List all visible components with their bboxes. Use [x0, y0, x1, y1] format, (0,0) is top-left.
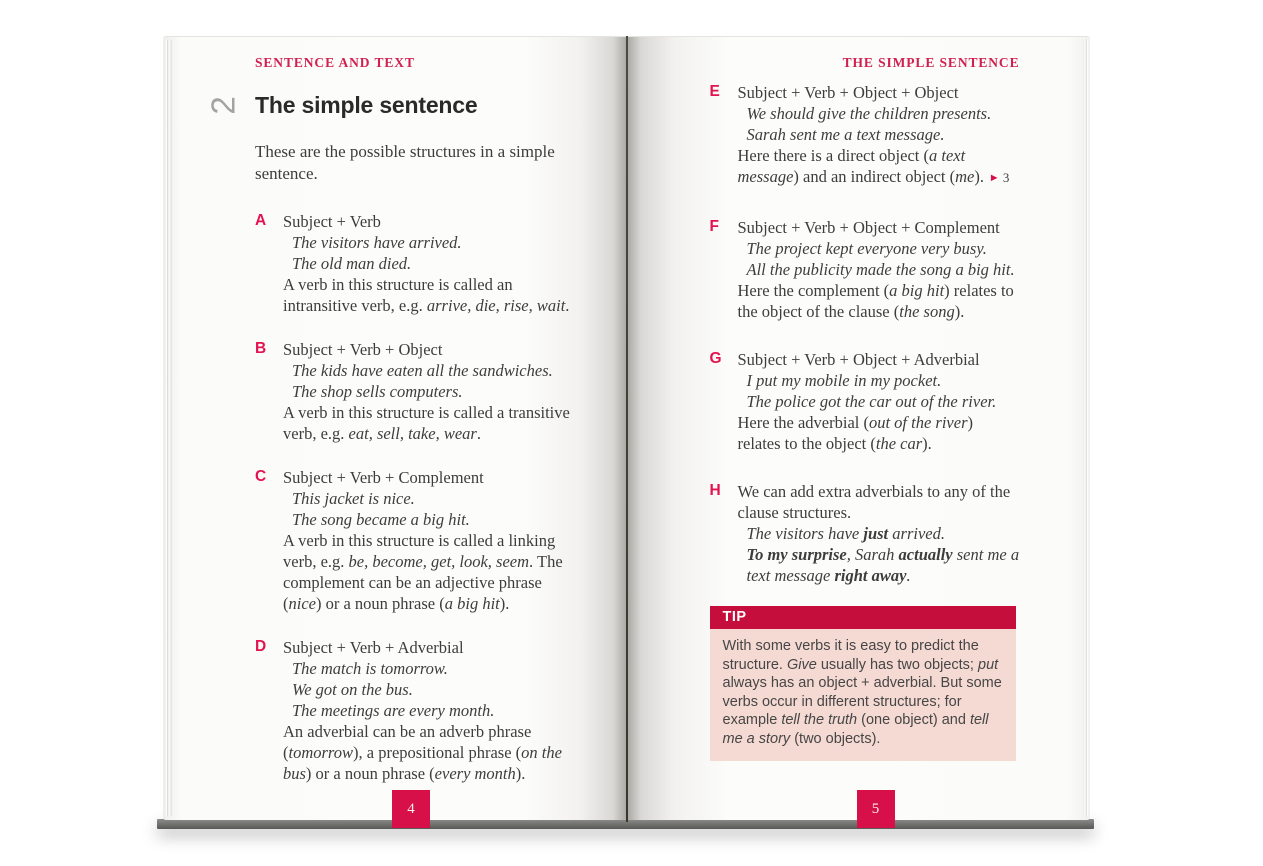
explanation-line: Here the complement (a big hit) relates to the object of the clause (the song). — [737, 281, 1014, 321]
text-segment: actually — [898, 545, 953, 564]
section-body — [283, 637, 573, 784]
example-line — [292, 679, 573, 700]
example-line — [747, 370, 1020, 391]
sections-left — [255, 211, 573, 784]
intro-paragraph: These are the possible structures in a simple sentence. — [255, 142, 555, 184]
example-line — [292, 253, 573, 274]
text-segment: tell me a story — [722, 712, 989, 747]
text-segment: out of the river — [868, 413, 968, 432]
example-line — [747, 103, 1020, 124]
section-letter: B — [255, 339, 267, 357]
tip-header: TIP — [710, 606, 1016, 629]
section-heading: We can add extra adverbials to any of the clause structures. — [737, 482, 1011, 522]
section-heading: Subject + Verb + Object — [283, 339, 443, 359]
text-segment: Give — [786, 656, 817, 673]
explanation-line: A verb in this structure is called an intransitive verb, e.g. arrive, die, rise, wait. — [283, 274, 570, 315]
text-segment: the song — [899, 302, 955, 321]
text-segment: , Sarah — [846, 545, 899, 564]
tip-body: With some verbs it is easy to predict the structure. Give usually has two objects; put always has an object + adverbial. But some verbs occur in different structures; for example tell the truth (one object) and tell me a story (two objects). — [710, 629, 1016, 761]
chapter-title: The simple sentence — [255, 91, 478, 118]
chapter-number: 2 — [204, 95, 242, 115]
section — [710, 481, 1020, 586]
example-line — [747, 259, 1020, 280]
chapter-heading-row — [201, 84, 573, 126]
example-line — [747, 523, 1020, 544]
chapter-number-wrap — [201, 84, 245, 126]
text-segment: We got on the bus. — [292, 679, 413, 699]
text-segment: tomorrow — [288, 742, 353, 762]
text-segment: a big hit — [889, 281, 945, 300]
section-body — [738, 82, 1020, 190]
left-page — [163, 36, 627, 820]
text-segment: arrived. — [888, 524, 945, 543]
explanation-line: An adverbial can be an adverb phrase (tomorrow), a prepositional phrase (on the bus) or a noun phrase (every month). — [283, 721, 562, 783]
section — [710, 217, 1020, 322]
text-segment: a text message — [737, 146, 966, 186]
text-segment: The meetings are every month. — [292, 700, 495, 720]
text-segment: right away — [834, 566, 907, 585]
book — [163, 36, 1090, 820]
section-heading: Subject + Verb + Object + Adverbial — [737, 350, 980, 369]
text-segment: This jacket is nice. — [292, 488, 415, 508]
page-number-tab-left: 4 — [392, 790, 430, 828]
section — [255, 339, 573, 444]
text-segment: The visitors have arrived. — [292, 232, 462, 252]
section-letter: F — [709, 218, 719, 235]
example-line — [292, 488, 573, 509]
example-line — [292, 381, 573, 402]
text-segment: I put my mobile in my pocket. — [746, 371, 942, 390]
section-letter: C — [255, 467, 267, 485]
section-body — [738, 481, 1020, 586]
section-body — [283, 339, 573, 444]
text-segment: put — [978, 656, 999, 673]
text-segment: a big hit — [444, 593, 500, 613]
example-line — [747, 544, 1020, 586]
text-segment: just — [863, 524, 889, 543]
section — [255, 637, 573, 784]
example-line — [747, 238, 1020, 259]
text-segment: We should give the children presents. — [746, 104, 992, 123]
section-body — [738, 349, 1020, 454]
text-segment: . — [906, 566, 911, 585]
text-segment: sent me a text message — [746, 545, 1020, 585]
text-segment: the car — [875, 434, 923, 453]
example-line — [292, 232, 573, 253]
text-segment: The shop sells computers. — [292, 381, 463, 401]
running-head-right: THE SIMPLE SENTENCE — [842, 55, 1020, 70]
section-heading: Subject + Verb + Complement — [283, 467, 484, 487]
text-segment: The visitors have — [746, 524, 864, 543]
text-segment: on the bus — [283, 742, 562, 783]
section-letter: H — [709, 482, 721, 499]
text-segment: be, become, get, look, seem — [348, 551, 530, 571]
section-body — [283, 467, 573, 614]
section-body — [283, 211, 573, 316]
text-segment: To my surprise — [746, 545, 847, 564]
book-spine — [626, 36, 628, 822]
text-segment: The kids have eaten all the sandwiches. — [292, 360, 553, 380]
text-segment: nice — [288, 593, 316, 613]
text-segment: tell the truth — [781, 712, 858, 728]
text-segment: The match is tomorrow. — [292, 658, 448, 678]
running-head-left: SENTENCE AND TEXT — [255, 55, 415, 70]
text-segment: The project kept everyone very busy. — [746, 239, 987, 258]
text-segment: Sarah sent me a text message. — [746, 125, 945, 144]
explanation-line: Here the adverbial (out of the river) relates to the object (the car). — [737, 413, 973, 453]
example-line — [292, 700, 573, 721]
page-number-tab-right: 5 — [857, 790, 895, 828]
section-letter: G — [709, 350, 722, 367]
example-line — [292, 360, 573, 381]
section-body — [738, 217, 1020, 322]
section-heading: Subject + Verb + Object + Object — [737, 83, 959, 102]
explanation-line: Here there is a direct object (a text message) and an indirect object (me). ► 3 — [737, 146, 1010, 186]
text-segment: The police got the car out of the river. — [746, 392, 997, 411]
cross-ref-number: 3 — [999, 170, 1010, 185]
right-page — [627, 36, 1091, 820]
example-line — [747, 391, 1020, 412]
example-line — [292, 658, 573, 679]
text-segment: me — [955, 167, 975, 186]
section-letter: A — [255, 211, 267, 229]
section-letter: D — [255, 637, 267, 655]
section-heading: Subject + Verb + Adverbial — [283, 637, 464, 657]
explanation-line: A verb in this structure is called a transitive verb, e.g. eat, sell, take, wear. — [283, 402, 570, 443]
text-segment: The old man died. — [292, 253, 412, 273]
section — [710, 349, 1020, 454]
section — [710, 82, 1020, 190]
right-page-content — [710, 55, 1020, 761]
left-page-content — [204, 55, 573, 807]
text-segment: arrive, die, rise, wait — [426, 295, 566, 315]
section-heading: Subject + Verb + Object + Complement — [737, 218, 1000, 237]
section — [255, 467, 573, 614]
tip-box — [710, 606, 1016, 761]
text-segment: eat, sell, take, wear — [348, 423, 477, 443]
example-line — [292, 509, 573, 530]
section-heading: Subject + Verb — [283, 211, 381, 231]
section — [255, 211, 573, 316]
text-segment: The song became a big hit. — [292, 509, 470, 529]
cross-ref-arrow-icon: ► — [986, 172, 1000, 184]
section-letter: E — [709, 83, 720, 100]
text-segment: All the publicity made the song a big hit. — [746, 260, 1015, 279]
sections-right — [710, 82, 1020, 586]
explanation-line: A verb in this structure is called a linking verb, e.g. be, become, get, look, seem. The complement can be an adjective phrase (nice) or a noun phrase (a big hit). — [283, 530, 563, 613]
text-segment: every month — [434, 763, 516, 783]
example-line — [747, 124, 1020, 145]
